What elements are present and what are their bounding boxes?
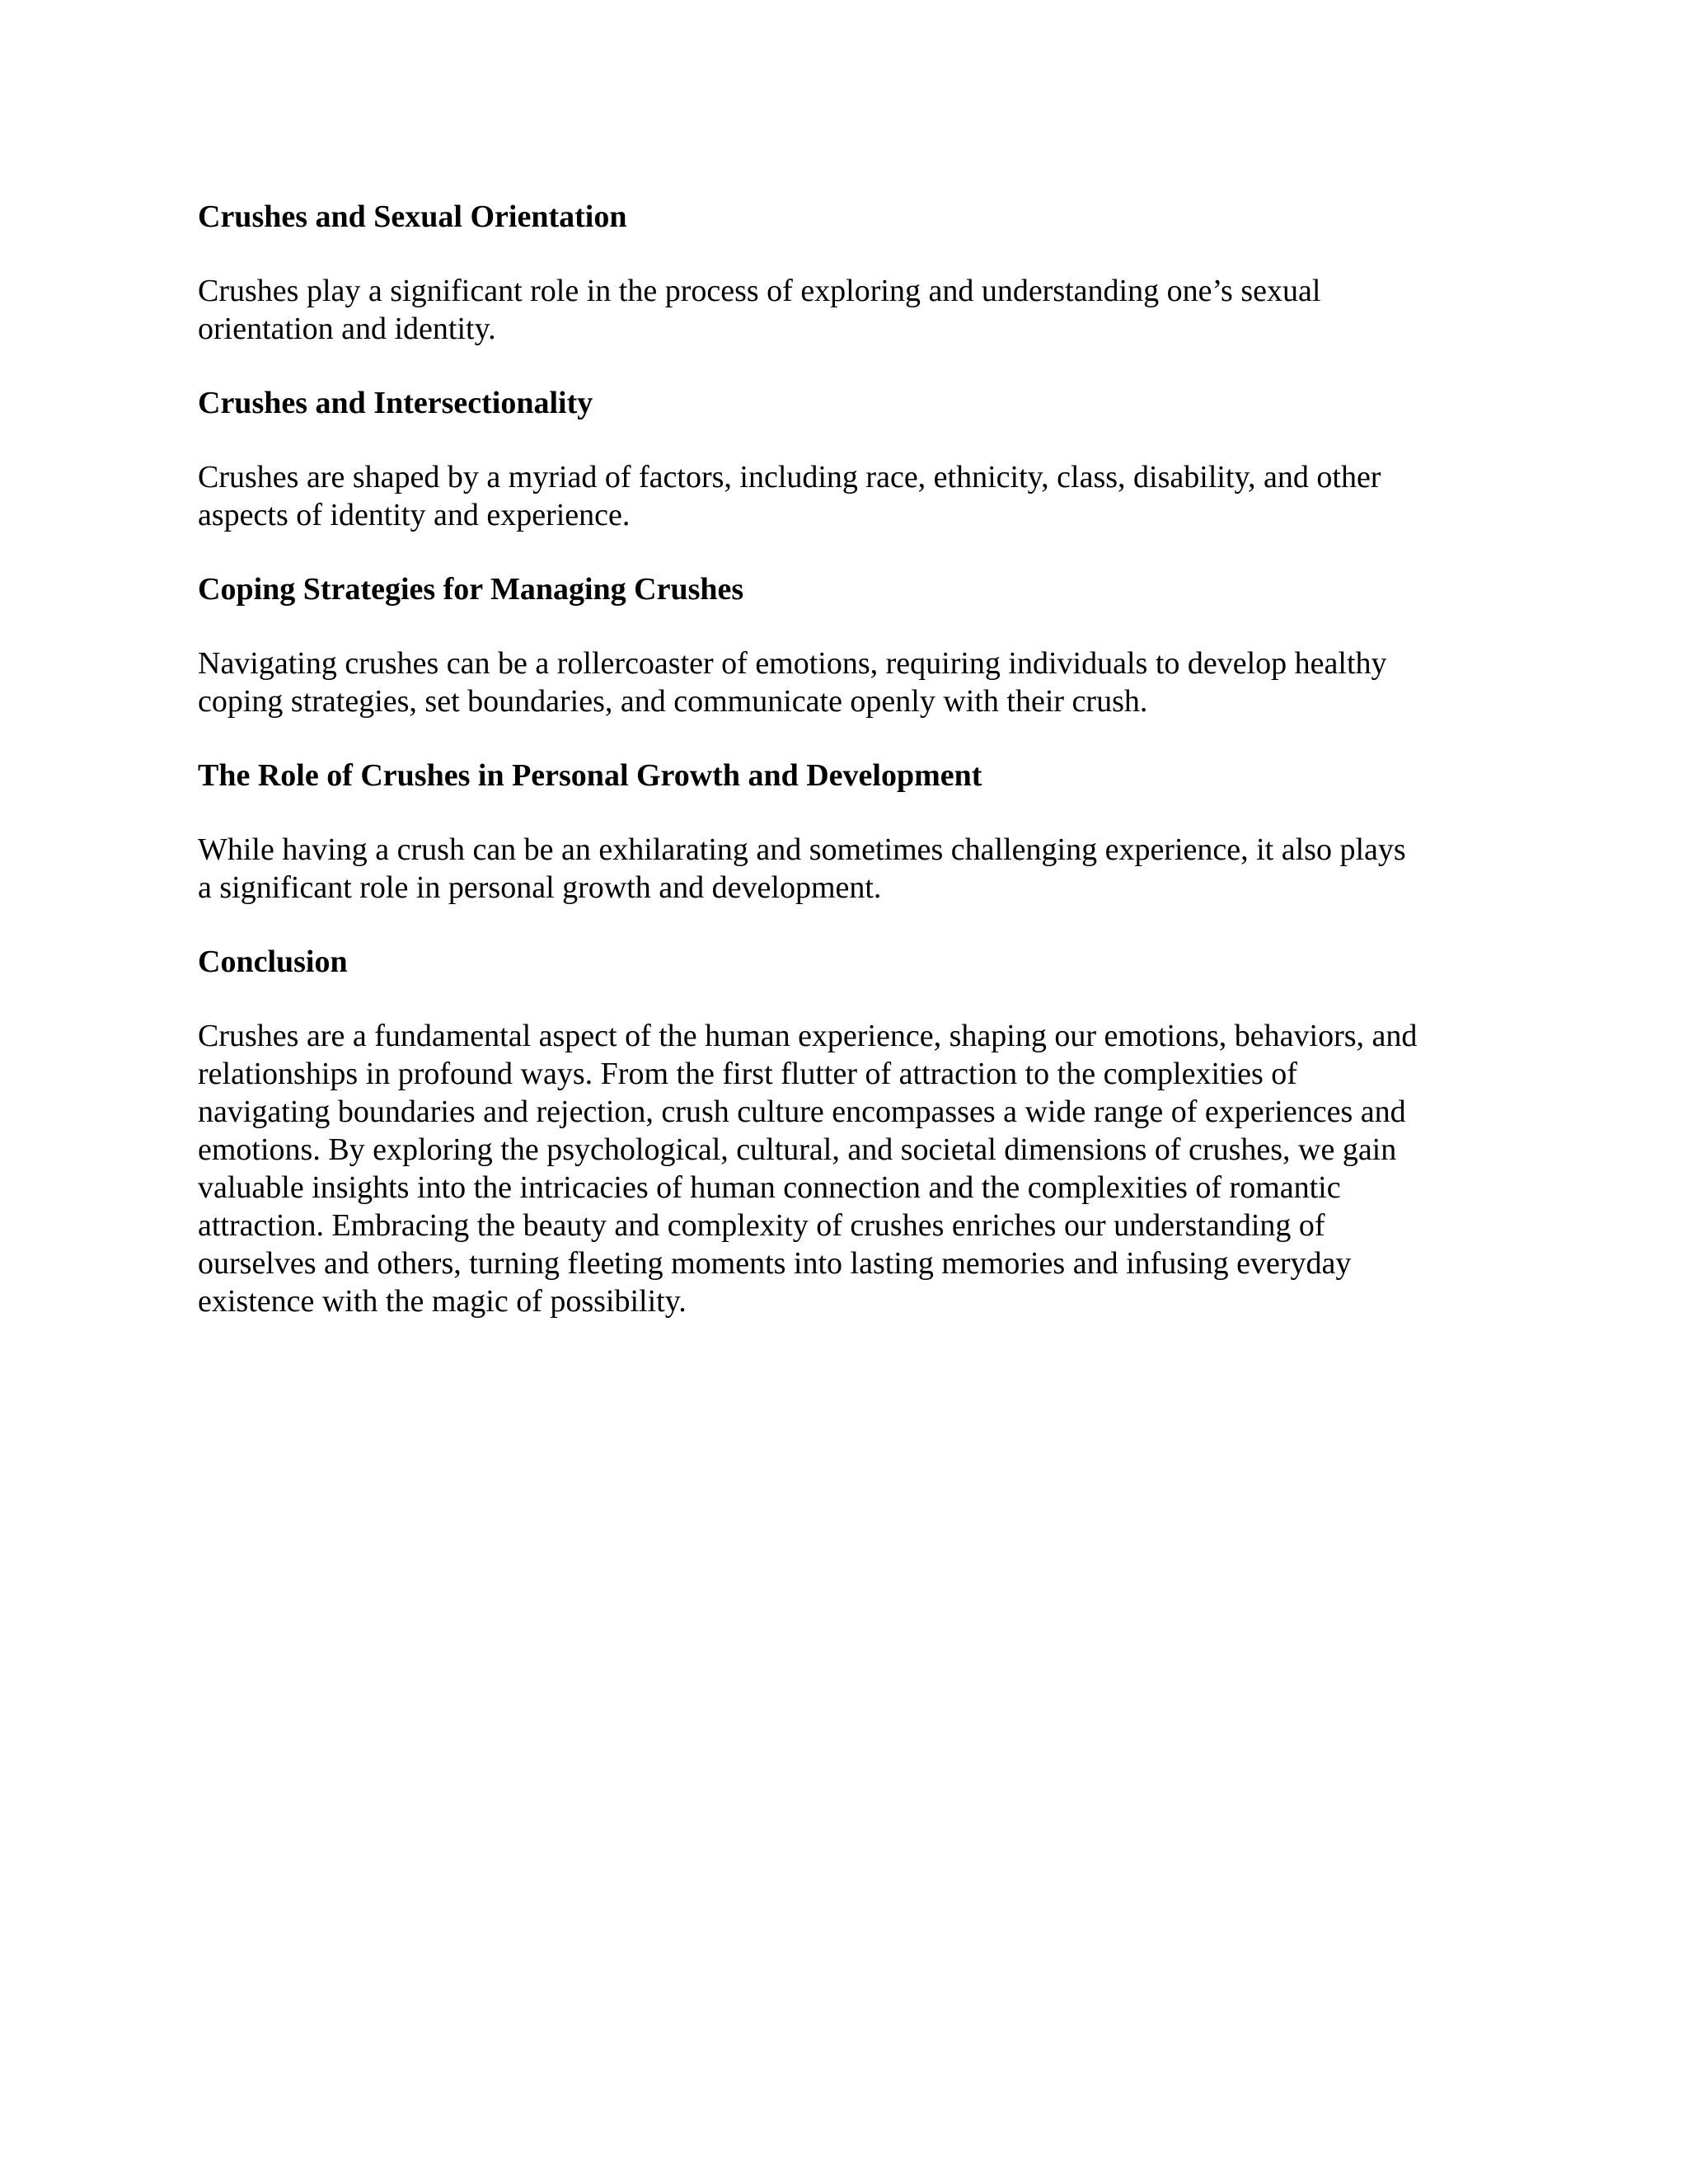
paragraph-line: coping strategies, set boundaries, and communicate openly with their crush. <box>198 684 1148 719</box>
paragraph-line: emotions. By exploring the psychological, cultural, and societal dimensions of crushes, we gain <box>198 1132 1397 1167</box>
paragraph-line: aspects of identity and experience. <box>198 498 631 532</box>
section-coping-strategies <box>198 569 1504 720</box>
paragraph-line: ourselves and others, turning fleeting moments into lasting memories and infusing everyday <box>198 1246 1352 1281</box>
section-paragraph <box>198 831 1504 907</box>
section-heading: Crushes and Intersectionality <box>198 386 593 420</box>
paragraph-line: a significant role in personal growth and development. <box>198 870 882 905</box>
section-heading: Coping Strategies for Managing Crushes <box>198 572 744 607</box>
section-paragraph <box>198 1017 1504 1320</box>
paragraph-line: existence with the magic of possibility. <box>198 1284 687 1319</box>
paragraph-line: Crushes play a significant role in the process of exploring and understanding one’s sexual <box>198 274 1321 308</box>
paragraph-line: Crushes are a fundamental aspect of the human experience, shaping our emotions, behaviors, and <box>198 1019 1418 1053</box>
section-heading: Conclusion <box>198 944 348 979</box>
section-heading: Crushes and Sexual Orientation <box>198 199 627 234</box>
section-paragraph <box>198 272 1504 348</box>
section-conclusion <box>198 941 1504 1320</box>
section-intersectionality <box>198 382 1504 534</box>
section-heading: The Role of Crushes in Personal Growth and Development <box>198 758 982 793</box>
section-paragraph <box>198 644 1504 720</box>
paragraph-line: While having a crush can be an exhilarating and sometimes challenging experience, it also plays <box>198 832 1406 867</box>
paragraph-line: attraction. Embracing the beauty and complexity of crushes enriches our understanding of <box>198 1208 1325 1243</box>
section-paragraph <box>198 458 1504 534</box>
paragraph-line: Navigating crushes can be a rollercoaster of emotions, requiring individuals to develop healthy <box>198 646 1387 681</box>
paragraph-line: navigating boundaries and rejection, crush culture encompasses a wide range of experiences and <box>198 1094 1406 1129</box>
paragraph-line: orientation and identity. <box>198 312 496 346</box>
paragraph-line: Crushes are shaped by a myriad of factors, including race, ethnicity, class, disability, and other <box>198 460 1381 494</box>
document-body <box>198 196 1504 1320</box>
section-sexual-orientation <box>198 196 1504 348</box>
paragraph-line: relationships in profound ways. From the first flutter of attraction to the complexities of <box>198 1057 1297 1091</box>
section-personal-growth <box>198 755 1504 907</box>
paragraph-line: valuable insights into the intricacies of human connection and the complexities of romantic <box>198 1170 1341 1205</box>
